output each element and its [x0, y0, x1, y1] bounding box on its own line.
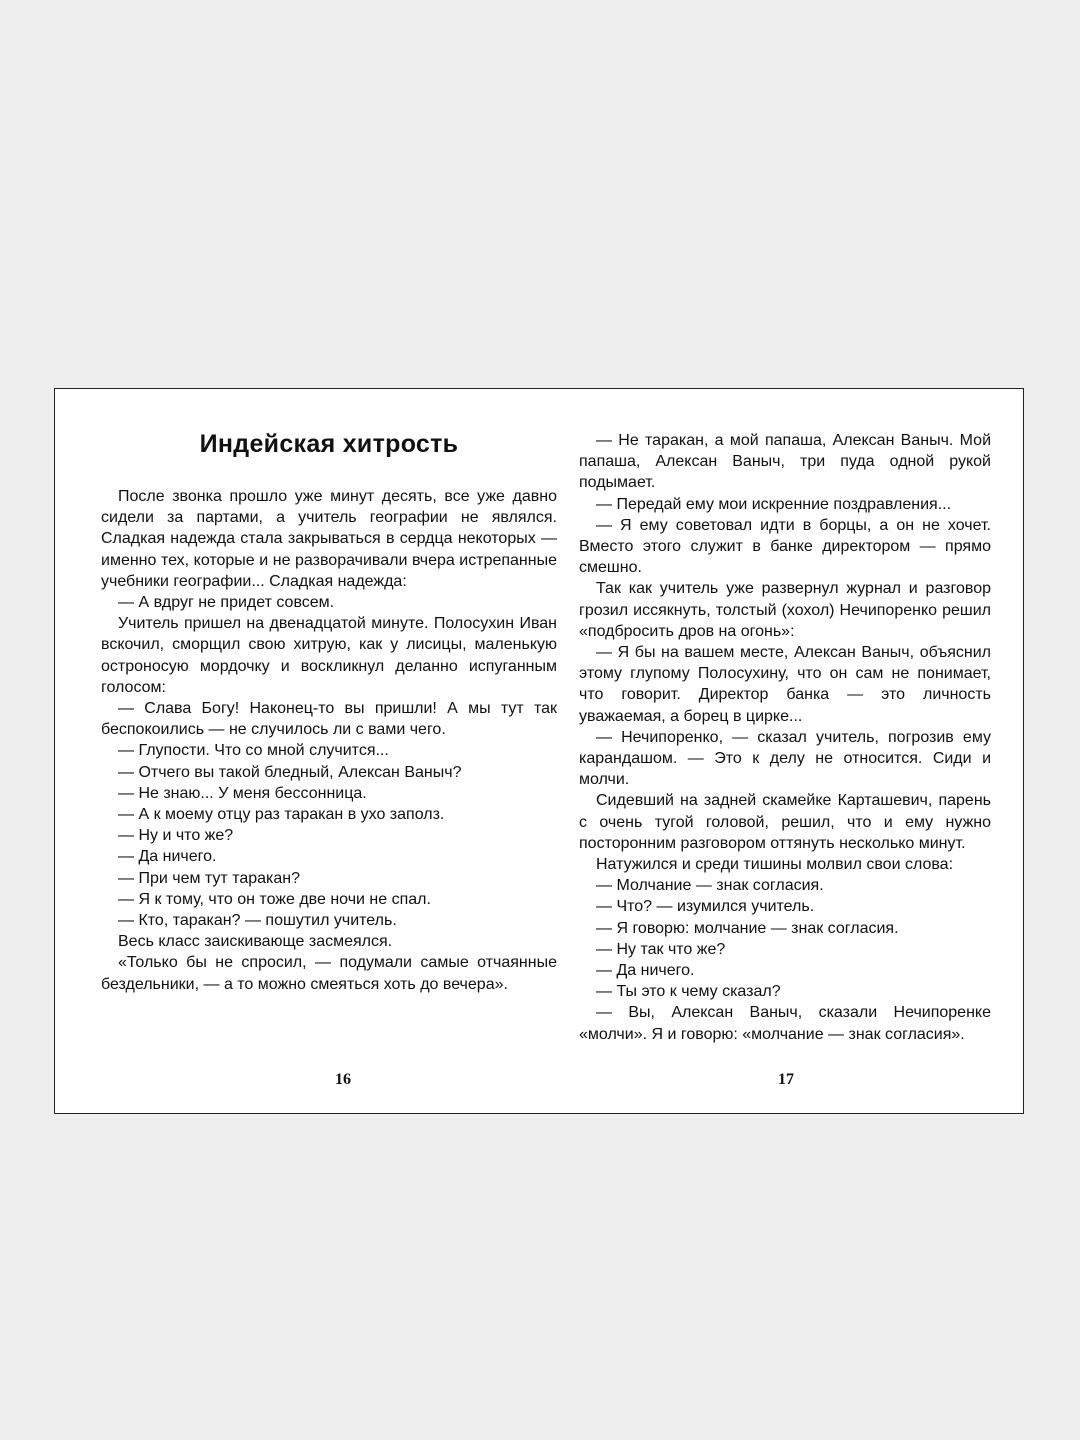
- paragraph: — Нечипоренко, — сказал учитель, погрозив ему карандашом. — Это к делу не относится. Сиди и молчи.: [579, 728, 991, 789]
- right-page-text: [579, 430, 991, 1045]
- paragraph: — А к моему отцу раз таракан в ухо заполз.: [118, 806, 445, 824]
- paragraph: — Отчего вы такой бледный, Алексан Ваныч?: [118, 763, 462, 781]
- paragraph: — Я к тому, что он тоже две ночи не спал.: [118, 890, 431, 908]
- paragraph: — Ты это к чему сказал?: [596, 983, 781, 1001]
- paragraph: — Глупости. Что со мной случится...: [118, 742, 389, 760]
- left-page: [101, 389, 557, 1113]
- paragraph: — Что? — изумился учитель.: [596, 898, 815, 916]
- paragraph: — Я говорю: молчание — знак согласия.: [596, 919, 899, 937]
- paragraph: — Да ничего.: [118, 848, 217, 866]
- paragraph: — Передай ему мои искренние поздравления...: [596, 495, 952, 513]
- paragraph: Учитель пришел на двенадцатой минуте. Полосухин Иван вскочил, сморщил свою хитрую, как у лисицы, маленькую остроносую мордочку и воскликнул деланно испуганным голосом:: [101, 615, 557, 696]
- paragraph: Сидевший на задней скамейке Карташевич, парень с очень тугой головой, решил, что и ему нужно посторонним разговором оттянуть несколько минут.: [579, 792, 991, 852]
- right-page: [579, 389, 991, 1113]
- left-page-text: [101, 486, 557, 995]
- paragraph: — Я бы на вашем месте, Алексан Ваныч, объяснил этому глупому Полосухину, что он сам не понимает, что говорит. Директор банка — это личность уважаемая, а борец в цирке...: [579, 644, 991, 725]
- paragraph: — Не таракан, а мой папаша, Алексан Ваныч. Мой папаша, Алексан Ваныч, три пуда одной рукой подымает.: [579, 432, 991, 492]
- paragraph: — А вдруг не придет совсем.: [118, 594, 335, 612]
- page-number-right: 17: [778, 1071, 794, 1088]
- paragraph: Весь класс заискивающе засмеялся.: [118, 933, 393, 951]
- page-number-left: 16: [335, 1071, 351, 1088]
- paragraph: После звонка прошло уже минут десять, все уже давно сидели за партами, а учитель географии не являлся. Сладкая надежда стала закрываться в сердца некоторых — именно тех, которые и не разворачивали вчера истрепанные учебники географии... Сладкая надежда:: [101, 488, 557, 590]
- paragraph: — При чем тут таракан?: [118, 869, 301, 887]
- paragraph: — Кто, таракан? — пошутил учитель.: [118, 912, 397, 930]
- paragraph: — Вы, Алексан Ваныч, сказали Нечипоренке «молчи». Я и говорю: «молчание — знак согласия».: [579, 1004, 991, 1043]
- paragraph: — Не знаю... У меня бессонница.: [118, 784, 367, 802]
- paragraph: Натужился и среди тишины молвил свои слова:: [596, 856, 954, 874]
- book-spread: [54, 388, 1024, 1114]
- paragraph: — Ну и что же?: [118, 827, 234, 845]
- paragraph: Так как учитель уже развернул журнал и разговор грозил иссякнуть, толстый (хохол) Нечипоренко решил «подбросить дров на огонь»:: [579, 580, 991, 640]
- paragraph: — Слава Богу! Наконец-то вы пришли! А мы тут так беспокоились — не случилось ли с вами чего.: [101, 700, 557, 739]
- paragraph: — Молчание — знак согласия.: [596, 877, 824, 895]
- paragraph: «Только бы не спросил, — подумали самые отчаянные бездельники, — а то можно смеяться хоть до вечера».: [101, 954, 557, 993]
- paragraph: — Я ему советовал идти в борцы, а он не хочет. Вместо этого служит в банке директором — прямо смешно.: [579, 516, 991, 577]
- paragraph: — Да ничего.: [596, 962, 695, 980]
- page-title: Индейская хитрость: [199, 430, 459, 458]
- paragraph: — Ну так что же?: [596, 940, 726, 958]
